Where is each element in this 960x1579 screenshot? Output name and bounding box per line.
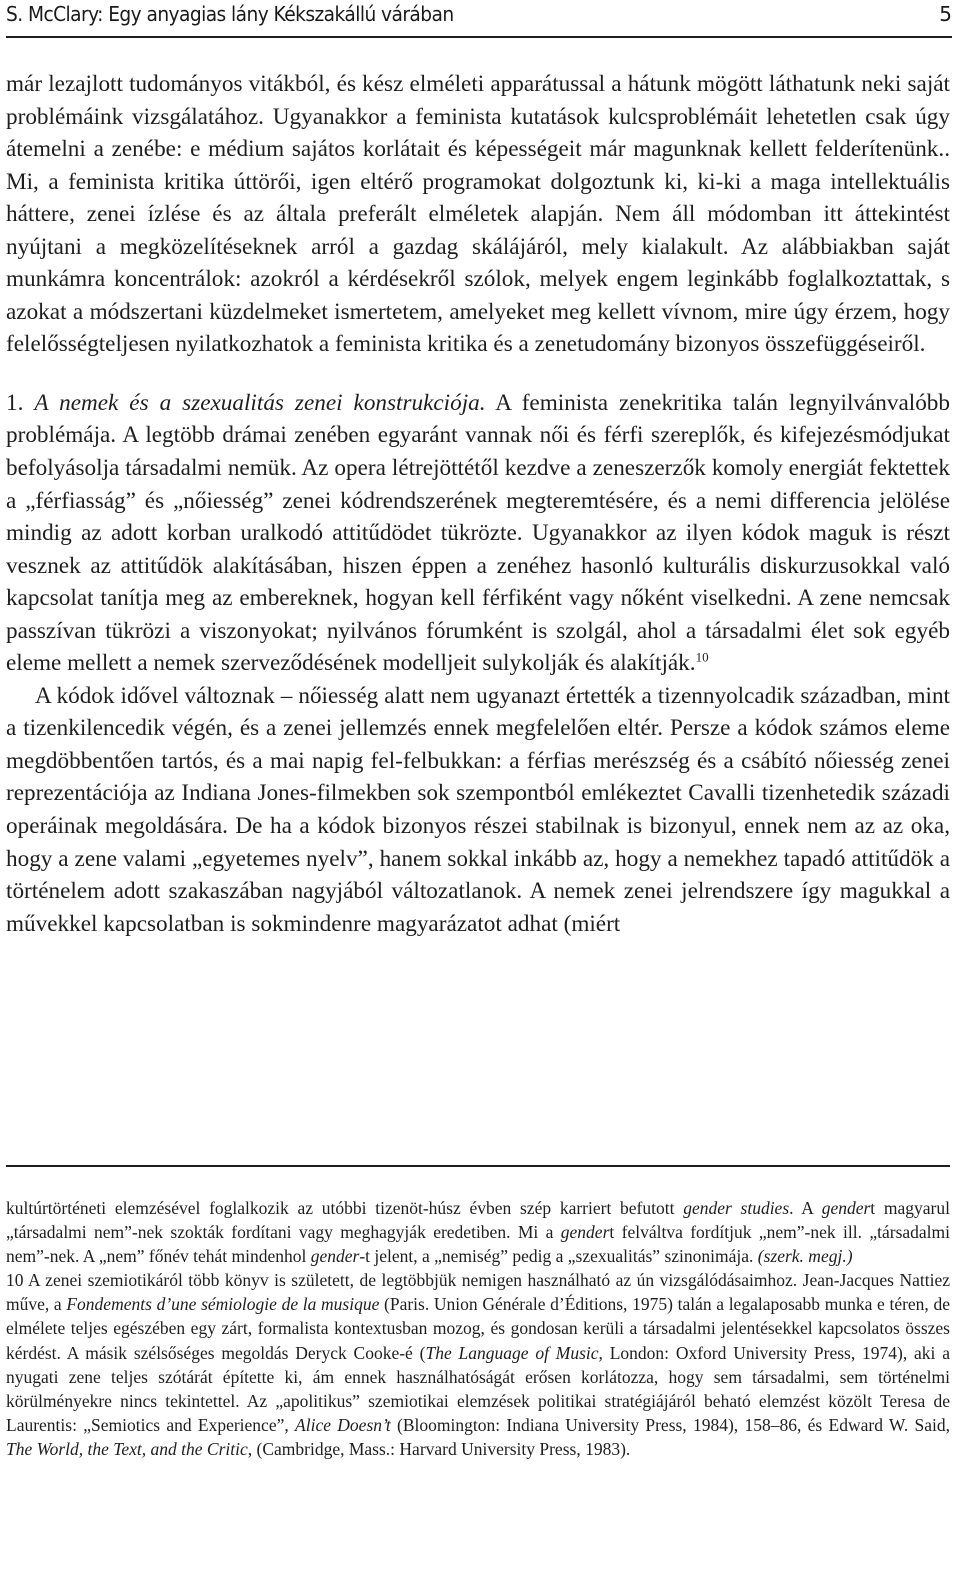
footnotes [6, 1196, 950, 1461]
running-title: S. McClary: Egy anyagias lány Kékszakállú várában [6, 2, 454, 26]
header-rule [6, 36, 952, 38]
section-heading: A nemek és a szexualitás zenei konstrukciója. [34, 389, 486, 416]
main-text [6, 68, 950, 940]
page-number: 5 [939, 2, 952, 26]
footnote-rule [6, 1165, 950, 1167]
running-header [6, 0, 952, 34]
footnote-10: 10 A zenei szemiotikáról több könyv is született, de legtöbbjük nemigen használható az ún vizsgálódásaimhoz. Jean-Jacques Nattiez műve, a Fondements d’une sémiologie de la musique (Paris. Union Générale d’Éditions, 1975) talán a legalaposabb munka e téren, de elmélete teljes egészében egy zárt, formalista kontextusban mozog, és gondosan kerüli a társadalmi jelentésekkel kapcsolatos összes kérdést. A másik szélsőséges megoldás Deryck Cooke-é (The Language of Music, London: Oxford University Press, 1974), aki a nyugati zene teljes szótárát építette ki, ám ennek használhatóságát erősen korlátozza, hogy sem társadalmi, sem történelmi körülményekre nincs tekintettel. Az „apolitikus” szemiotikai elemzések politikai stratégiájáról beható elemzést közölt Teresa de Laurentis: „Semiotics and Experience”, Alice Doesn’t (Bloomington: Indiana University Press, 1984), 158–86, és Edward W. Said, The World, the Text, and the Critic, (Cambridge, Mass.: Harvard University Press, 1983). [6, 1270, 951, 1459]
paragraph-2 [6, 387, 950, 680]
paragraph-1: már lezajlott tudományos vitákból, és kész elméleti apparátussal a hátunk mögött láthatunk neki saját problémáink vizsgálatához. Ugyanakkor a feminista kutatások kulcsproblémáit lehetetlen csak úgy átemelni a zenébe: e médium sajátos korlátait és képességeit már magunknak kellett felderítenünk.. Mi, a feminista kritika úttörői, igen eltérő programokat dolgoztunk ki, ki-ki a maga intellektuális háttere, zenei ízlése és az általa preferált elméletek alapján. Nem áll módomban itt áttekintést nyújtani a megközelítéseknek arról a gazdag skálájáról, mely kialakult. Az alábbiakban saját munkámra koncentrálok: azokról a kérdésekről szólok, melyek engem leginkább foglalkoztattak, s azokat a módszertani küzdelmeket ismertetem, amelyeket meg kellett vívnom, mire úgy érzem, hogy felelősségteljesen nyilatkozhatok a feminista kritika és a zenetudomány bizonyos összefüggéseiről. [6, 71, 950, 358]
section-number: 1. [6, 389, 24, 416]
paragraph-3: A kódok idővel változnak – nőiesség alatt nem ugyanazt értették a tizennyolcadik században, mint a tizenkilencedik végén, és a zenei jellemzés ennek megfelelően eltér. Persze a kódok számos eleme megdöbbentően tartós, és a mai napig fel-felbukkan: a férfias merészség és a csábító nőiesség zenei reprezentációja az Indiana Jones-filmekben sok szempontból emlékeztet Cavalli tizenhetedik századi operáinak megoldására. De ha a kódok bizonyos részei stabilnak is bizonyul, ennek nem az az oka, hogy a zene valami „egyetemes nyelv”, hanem sokkal inkább az, hogy a nemekhez tapadó attitűdök a történelem adott szakaszában nagyjából változatlanok. A nemek zenei jelrendszere így magukkal a művekkel kapcsolatban is sokmindenre magyarázatot adhat (miért [6, 682, 950, 937]
paragraph-2-text: A feminista zenekritika talán legnyilvánvalóbb problémája. A legtöbb drámai zenében egyaránt vannak női és férfi szereplők, és kifejezésmódjukat befolyásolja társadalmi nemük. Az opera létrejöttétől kezdve a zeneszerzők komoly energiát fektettek a „férfiasság” és „nőiesség” zenei kódrendszerének megteremtésére, és a nemi differencia jelölése mindig az adott korban uralkodó attitűdödet tükrözte. Ugyanakkor az ilyen kódok maguk is részt vesznek az attitűdök alakításában, hiszen éppen a zenéhez hasonló kulturális diskurzusokkal való kapcsolat tanítja meg az embereknek, hogyan kell férfiként vagy nőként viselkedni. A zene nemcsak passzívan tükrözi a viszonyokat; nyilvános fórumként is szolgál, ahol a társadalmi élet sok egyéb eleme mellett a nemek szerveződésének modelljeit sulykolják és alakítják. [6, 389, 950, 677]
footnote-ref-10[interactable]: 10 [695, 649, 709, 665]
footnote-continuation: kultúrtörténeti elemzésével foglalkozik az utóbbi tizenöt-húsz évben szép karriert befutott gender studies. A gendert magyarul „társadalmi nem”-nek szokták fordítani vagy meghagyják eredetiben. Mi a gendert felváltva fordítjuk „nem”-nek ill. „társadalmi nem”-nek. A „nem” főnév tehát mindenhol gender-t jelent, a „nemiség” pedig a „szexualitás” szinonimája. (szerk. megj.) [6, 1198, 950, 1267]
